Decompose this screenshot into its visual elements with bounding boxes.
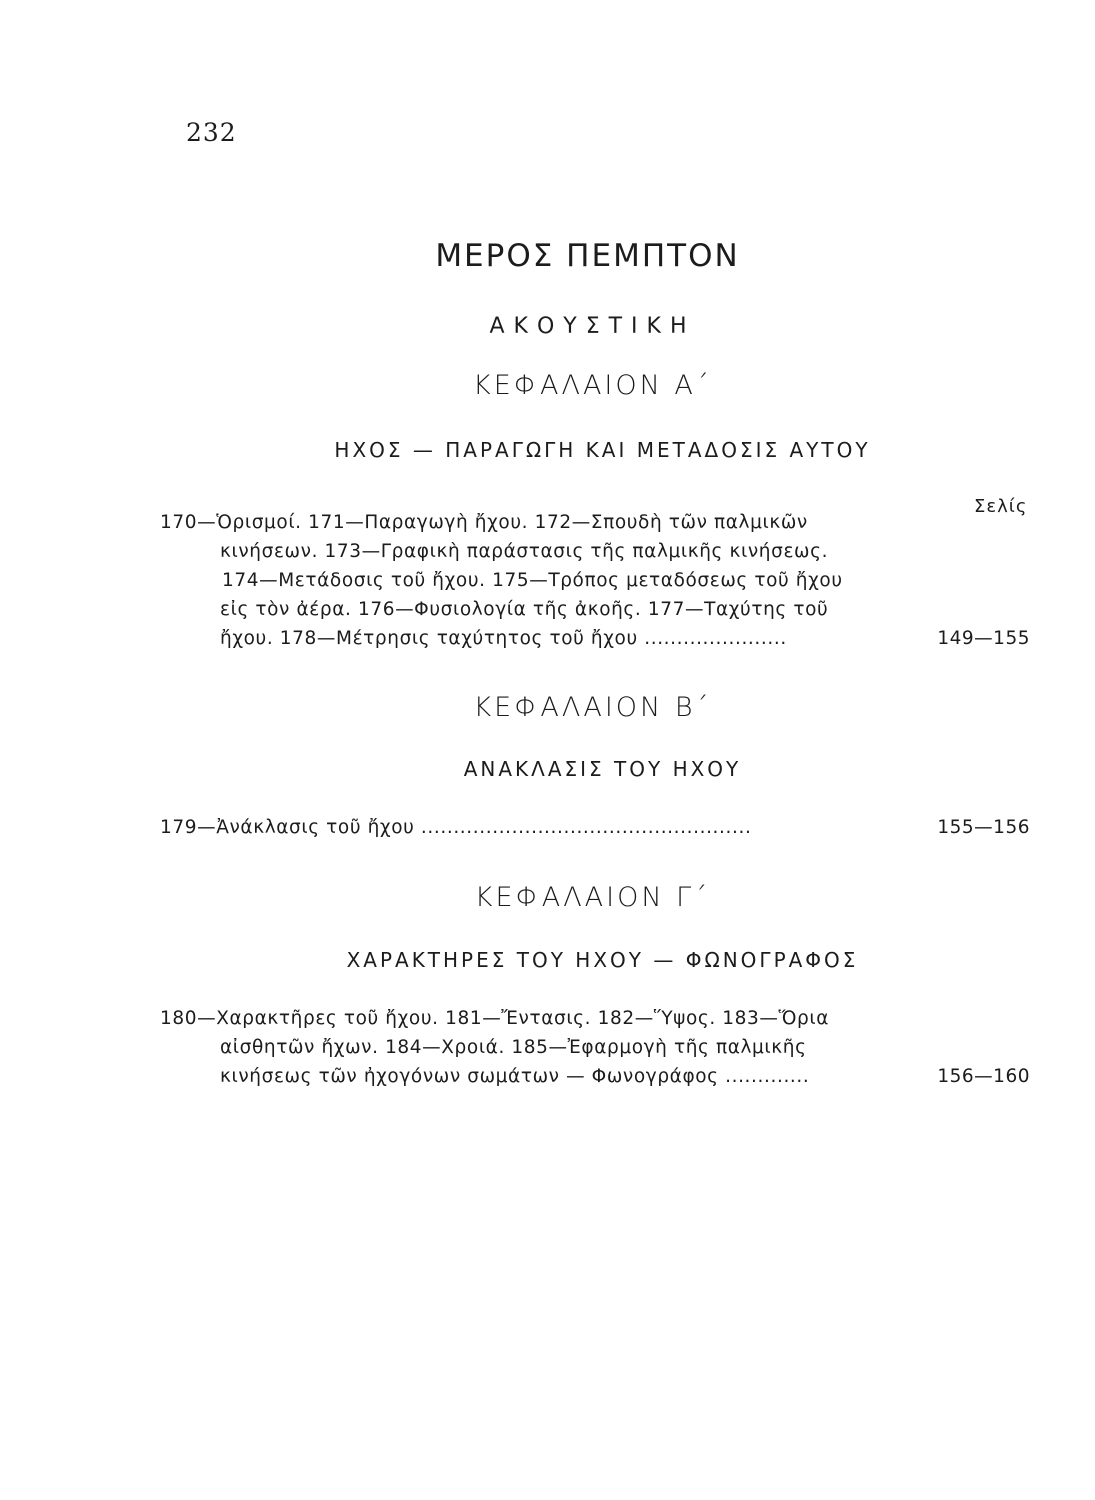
page-range: 155—156 xyxy=(937,817,1030,838)
toc-entry xyxy=(160,508,1040,653)
toc-entry-line: κινήσεων. 173—Γραφικὴ παράστασις τῆς παλμικῆς κινήσεως. xyxy=(220,541,829,562)
chapter-subtitle: ΑΝΑΚΛΑΣΙΣ ΤΟΥ ΗΧΟΥ xyxy=(463,757,742,781)
toc-entry xyxy=(160,1004,1040,1091)
page-number: 232 xyxy=(186,118,237,147)
chapter-subtitle: ΗΧΟΣ — ΠΑΡΑΓΩΓΗ ΚΑΙ ΜΕΤΑΔΟΣΙΣ ΑΥΤΟΥ xyxy=(334,438,871,462)
toc-entry-line: 180—Χαρακτῆρες τοῦ ἤχου. 181—Ἔντασις. 182—Ὕψος. 183—Ὅρια xyxy=(160,1008,830,1029)
toc-entry-line: 170—Ὁρισμοί. 171—Παραγωγὴ ἤχου. 172—Σπουδὴ τῶν παλμικῶν xyxy=(160,512,808,533)
pages-column-label: Σελίς xyxy=(974,496,1028,517)
part-title: ΜΕΡΟΣ ΠΕΜΠΤΟΝ xyxy=(435,238,740,274)
page-range: 149—155 xyxy=(937,628,1030,649)
chapter-subtitle: ΧΑΡΑΚΤΗΡΕΣ ΤΟΥ ΗΧΟΥ — ΦΩΝΟΓΡΑΦΟΣ xyxy=(346,948,859,972)
chapter-title: ΚΕΦΑΛΑΙΟΝ Α΄ xyxy=(473,370,712,401)
subject-title: ΑΚΟΥΣΤΙΚΗ xyxy=(489,314,696,339)
page-range: 156—160 xyxy=(937,1066,1030,1087)
toc-entry-line: εἰς τὸν ἀέρα. 176—Φυσιολογία τῆς ἀκοῆς. 177—Ταχύτης τοῦ xyxy=(220,599,829,620)
toc-entry-line: 174—Μετάδοσις τοῦ ἤχου. 175—Τρόπος μεταδόσεως τοῦ ἤχου xyxy=(222,570,843,591)
toc-entry-line: ἤχου. 178—Μέτρησις ταχύτητος τοῦ ἤχου ...................... xyxy=(220,628,787,649)
toc-entry-line: κινήσεως τῶν ἠχογόνων σωμάτων — Φωνογράφος ............. xyxy=(220,1066,810,1087)
chapter-title: ΚΕΦΑΛΑΙΟΝ Γ΄ xyxy=(474,882,711,913)
toc-entry-line: αἰσθητῶν ἤχων. 184—Χροιά. 185—Ἐφαρμογὴ τῆς παλμικῆς xyxy=(220,1037,807,1058)
toc-entry-line: 179—Ἀνάκλασις τοῦ ἤχου ................................................... xyxy=(160,817,752,838)
chapter-title: ΚΕΦΑΛΑΙΟΝ Β΄ xyxy=(473,692,712,723)
toc-entry xyxy=(160,813,1040,842)
